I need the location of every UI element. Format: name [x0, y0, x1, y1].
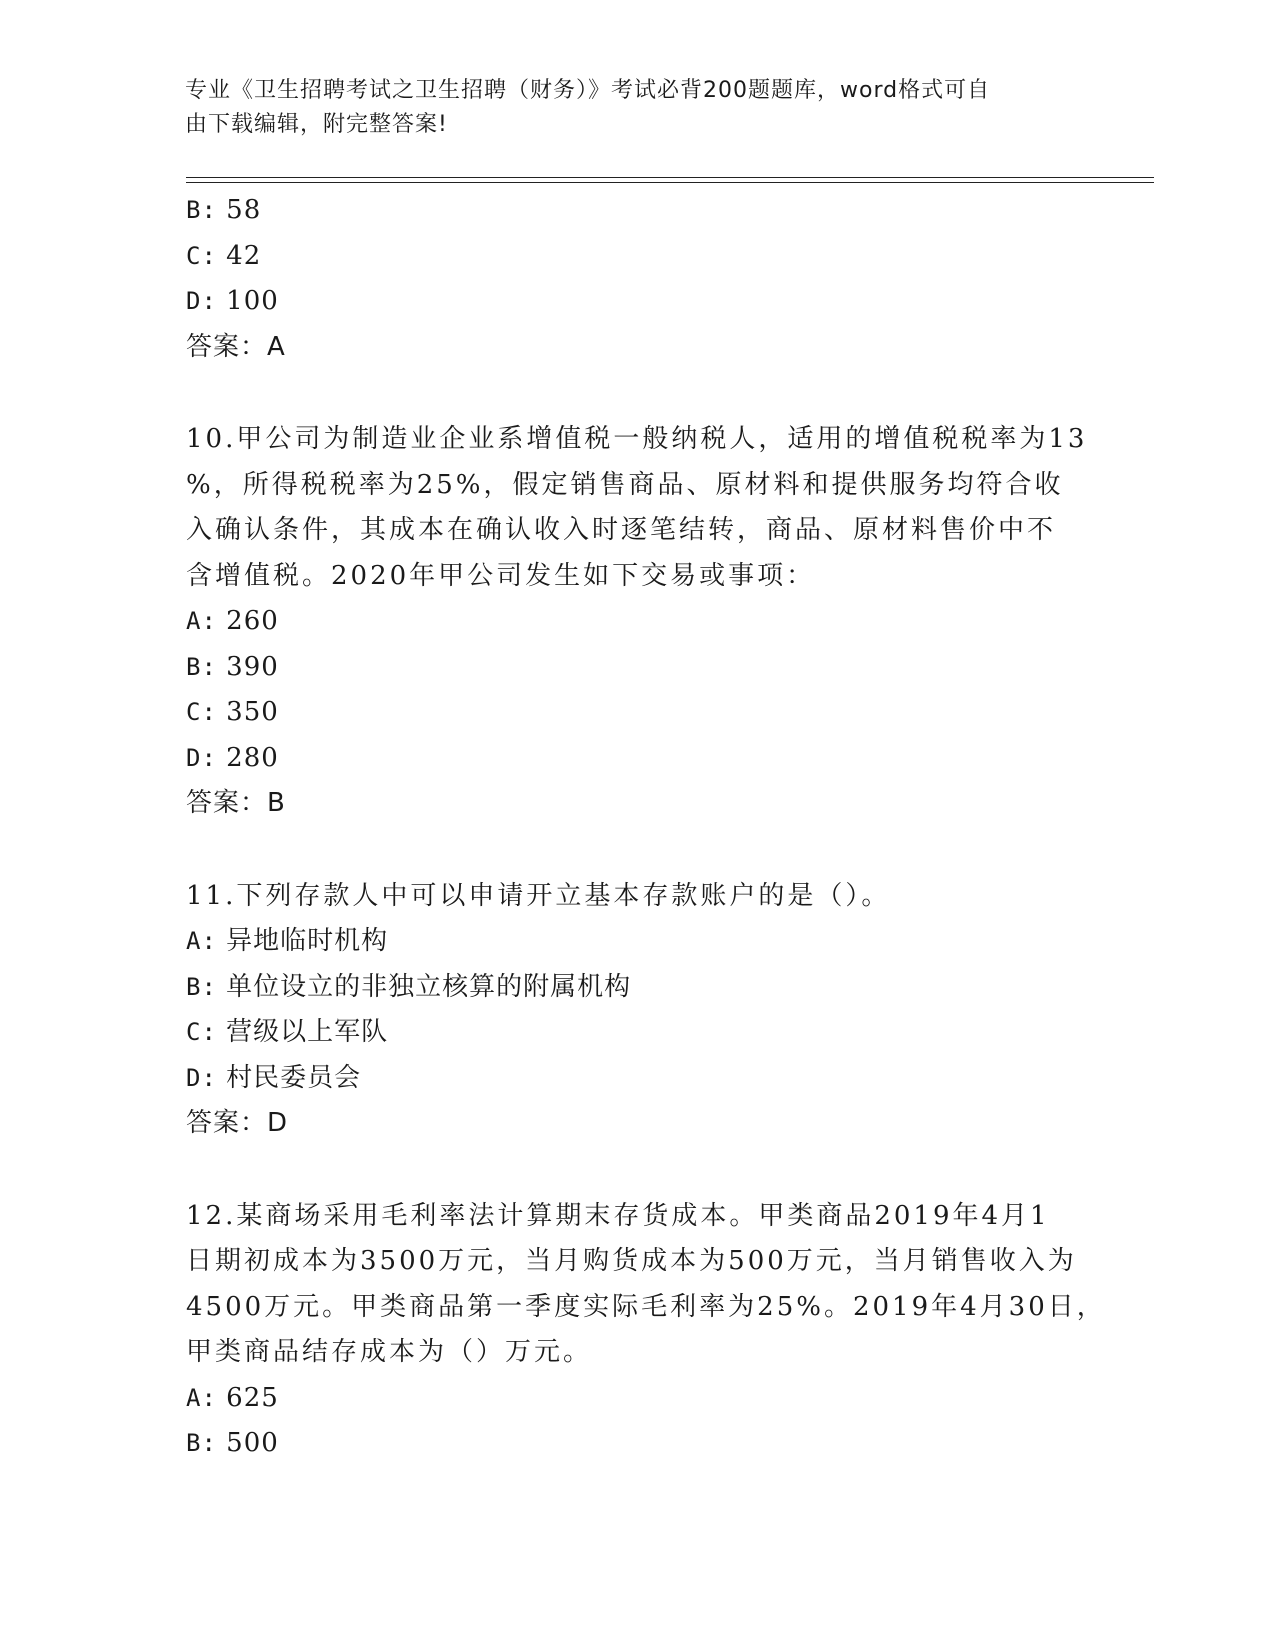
option-text: 260 [226, 606, 279, 636]
answer-line: 答案：A [186, 331, 286, 362]
option-b: B: 500 [186, 1428, 279, 1458]
option-a: A: 625 [186, 1382, 279, 1413]
option-b: B: 390 [186, 651, 279, 682]
option-text: 异地临时机构 [226, 926, 389, 956]
question-text-line: 入确认条件，其成本在确认收入时逐笔结转，商品、原材料售价中不 [186, 515, 1057, 545]
question-text-line: 4500万元。甲类商品第一季度实际毛利率为25%。2019年4月30日， [186, 1291, 1106, 1322]
option-text: 390 [226, 651, 279, 682]
question-text-line: 10.甲公司为制造业企业系增值税一般纳税人，适用的增值税税率为13 [186, 424, 1088, 454]
option-a: A: 异地临时机构 [186, 926, 389, 956]
option-text: 500 [226, 1428, 279, 1458]
header-divider-bottom [186, 182, 1154, 183]
option-a: A: 260 [186, 606, 279, 636]
option-b: B: 58 [186, 195, 262, 225]
option-d: D: 280 [186, 742, 279, 773]
option-d: D: 村民委员会 [186, 1062, 362, 1093]
document-header [185, 74, 1065, 142]
option-d: D: 100 [186, 286, 279, 316]
question-text-line: 日期初成本为3500万元，当月购货成本为500万元，当月销售收入为 [186, 1246, 1077, 1276]
question-list [186, 188, 1106, 1467]
option-text: 350 [226, 697, 279, 727]
option-text: 100 [226, 286, 279, 316]
header-line-2: 由下载编辑，附完整答案! [185, 112, 448, 137]
option-text: 单位设立的非独立核算的附属机构 [226, 971, 632, 1002]
option-c: C: 营级以上军队 [186, 1017, 389, 1047]
question-block-10 [186, 417, 1086, 827]
option-c: C: 350 [186, 697, 279, 727]
question-text-line: 11.下列存款人中可以申请开立基本存款账户的是（）。 [186, 880, 891, 911]
question-text-line: 含增值税。2020年甲公司发生如下交易或事项： [186, 560, 816, 591]
option-text: 280 [226, 742, 279, 773]
question-block-11 [186, 874, 1086, 1147]
option-text: 营级以上军队 [226, 1017, 389, 1047]
option-b: B: 单位设立的非独立核算的附属机构 [186, 971, 632, 1002]
question-text-line: 12.某商场采用毛利率法计算期末存货成本。甲类商品2019年4月1 [186, 1200, 1050, 1231]
option-text: 村民委员会 [226, 1062, 362, 1093]
answer-line: 答案：B [186, 788, 286, 818]
question-block-9-tail [186, 188, 1086, 370]
option-text: 58 [226, 195, 262, 225]
header-divider-top [186, 177, 1154, 178]
option-text: 625 [226, 1382, 279, 1413]
option-c: C: 42 [186, 240, 262, 271]
option-text: 42 [226, 240, 262, 271]
question-block-12 [186, 1194, 1106, 1467]
answer-line: 答案：D [186, 1108, 289, 1138]
question-text-line: 甲类商品结存成本为（）万元。 [186, 1337, 593, 1367]
question-text-line: %，所得税税率为25%，假定销售商品、原材料和提供服务均符合收 [186, 469, 1064, 500]
header-line-1: 专业《卫生招聘考试之卫生招聘（财务）》考试必背200题题库，word格式可自 [185, 78, 991, 103]
